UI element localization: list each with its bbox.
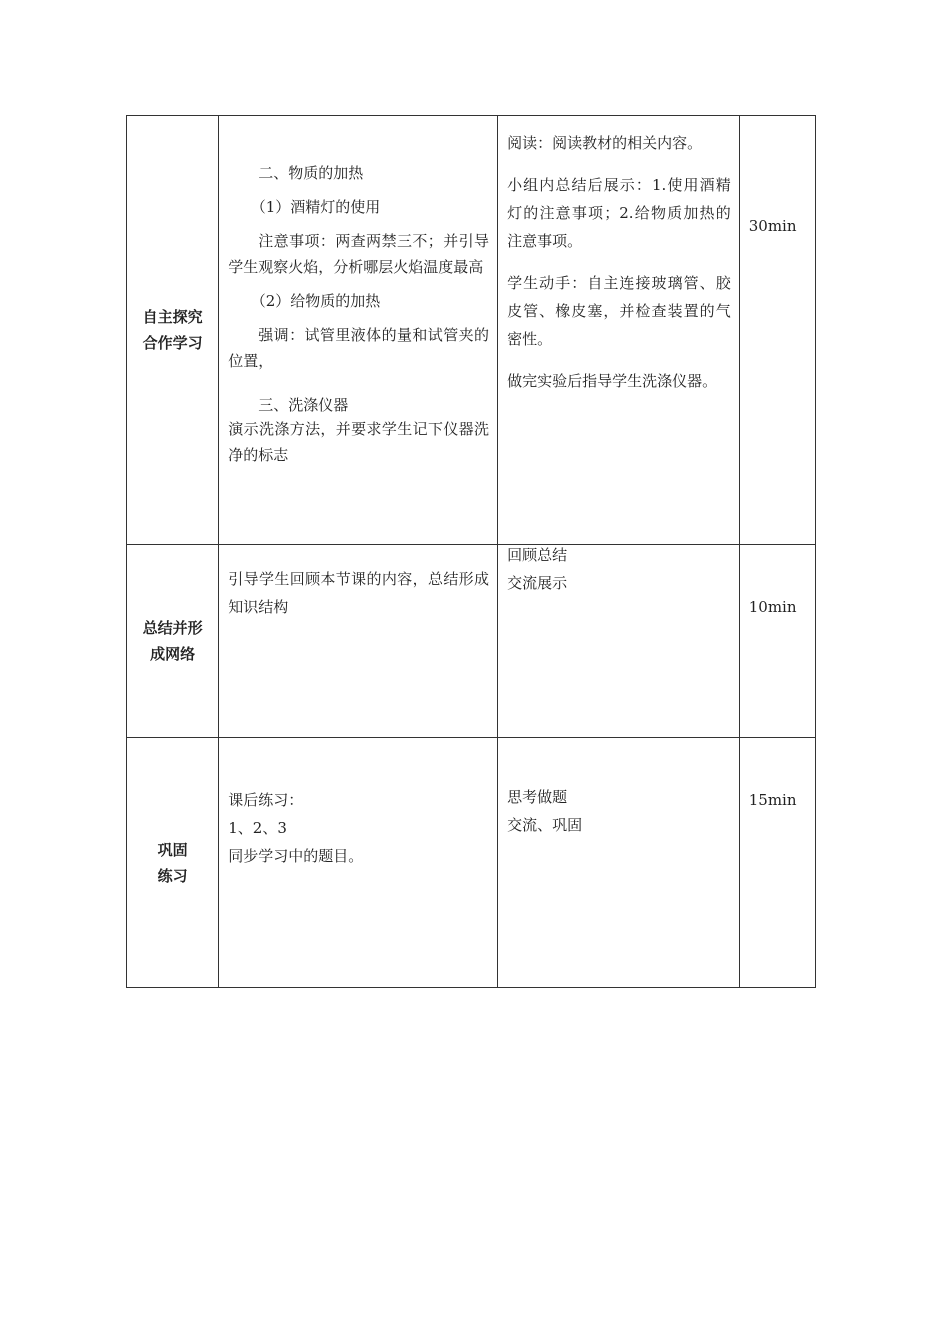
student-activity-cell [498,116,740,545]
stage-label-line: 合作学习 [142,334,203,352]
subsection-heading: （1）酒精灯的使用 [250,198,381,216]
stage-label-line: 成网络 [150,645,196,663]
stage-label-line: 练习 [157,866,188,885]
paragraph: 回顾总结 [507,546,568,564]
stage-label-line: 自主探究 [142,308,203,326]
section-heading: 三、洗涤仪器 [258,396,349,414]
time-value: 30min [748,217,797,235]
teacher-activity-cell [219,545,498,738]
teacher-activity-cell [219,738,498,988]
paragraph: 小组内总结后展示：1.使用酒精灯的注意事项；2.给物质加热的注意事项。 [507,176,731,250]
stage-label-line: 总结并形 [142,619,203,637]
paragraph: 交流、巩固 [507,816,583,834]
time-cell [739,738,815,988]
paragraph: 思考做题 [507,788,568,806]
paragraph: 1、2、3 [228,819,287,837]
paragraph: 交流展示 [507,574,568,592]
time-cell [739,545,815,738]
subsection-heading: （2）给物质的加热 [250,292,381,310]
stage-cell [127,738,219,988]
student-activity-cell [498,738,740,988]
paragraph: 同步学习中的题目。 [228,847,364,865]
section-heading: 二、物质的加热 [258,164,364,182]
paragraph: 注意事项：两查两禁三不；并引导学生观察火焰，分析哪层火焰温度最高 [228,232,490,276]
student-activity-cell [498,545,740,738]
lesson-plan-table [126,115,816,988]
paragraph: 学生动手：自主连接玻璃管、胶皮管、橡皮塞，并检查装置的气密性。 [507,274,731,348]
table-row [127,116,816,545]
paragraph: 引导学生回顾本节课的内容，总结形成知识结构 [228,570,490,616]
stage-cell [127,545,219,738]
paragraph: 课后练习： [228,791,304,809]
paragraph: 做完实验后指导学生洗涤仪器。 [507,372,718,390]
table-row [127,545,816,738]
time-cell [739,116,815,545]
time-value: 10min [748,598,797,616]
table-row [127,738,816,988]
stage-cell [127,116,219,545]
paragraph: 演示洗涤方法，并要求学生记下仪器洗净的标志 [228,420,490,464]
stage-label-line: 巩固 [157,840,188,859]
paragraph: 阅读：阅读教材的相关内容。 [507,134,703,152]
teacher-activity-cell [219,116,498,545]
time-value: 15min [748,791,797,809]
paragraph: 强调：试管里液体的量和试管夹的位置， [228,326,490,370]
